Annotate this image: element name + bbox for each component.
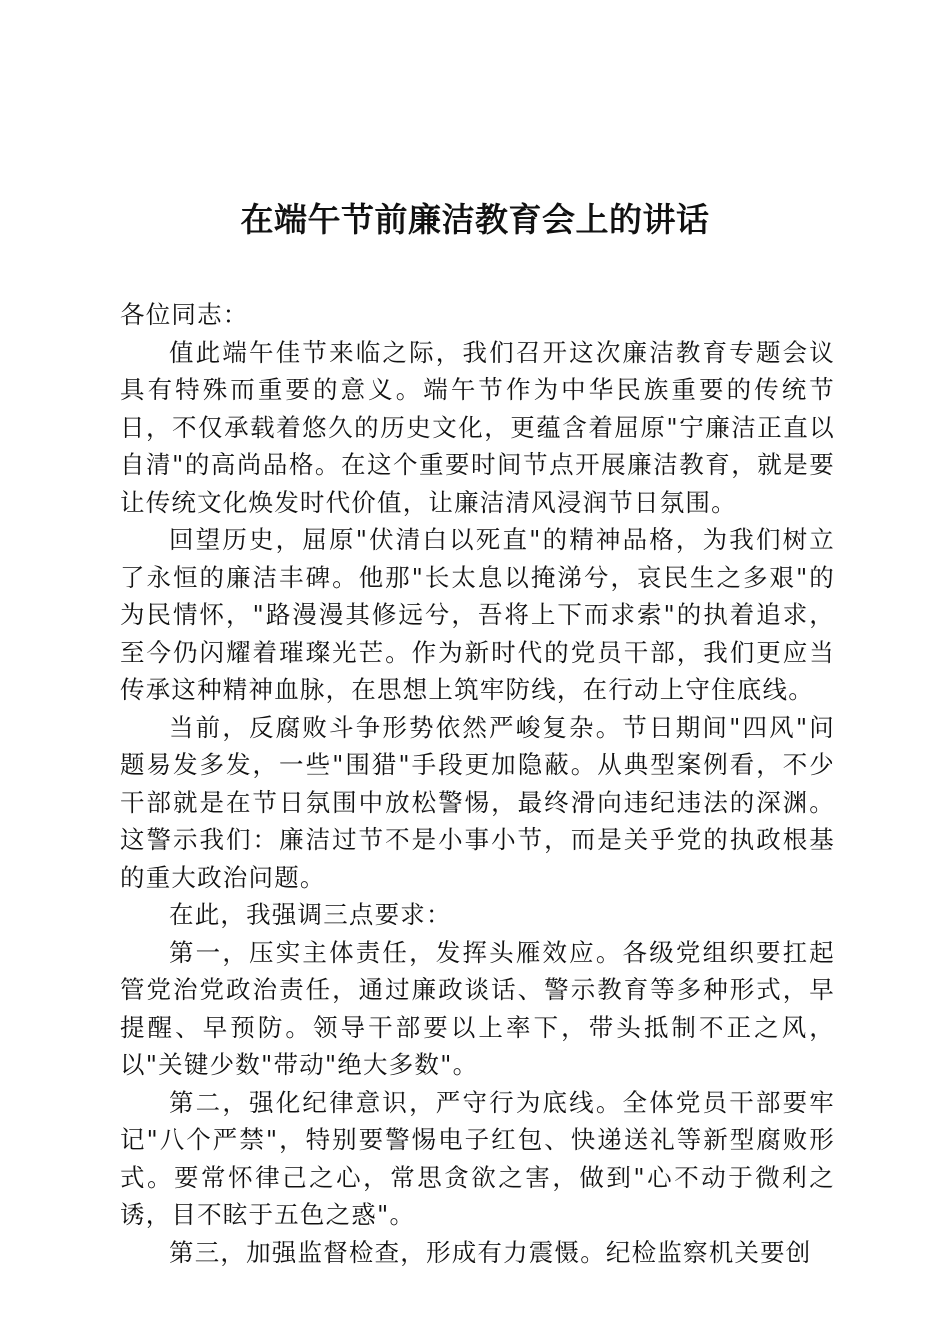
salutation: 各位同志：	[120, 300, 249, 329]
document-body	[120, 296, 835, 1271]
paragraph-6: 第二，强化纪律意识，严守行为底线。全体党员干部要牢记"八个严禁"，特别要警惕电子红包、快递送礼等新型腐败形式。要常怀律己之心，常思贪欲之害，做到"心不动于微利之诱，目不眩于五色之惑"。	[120, 1087, 835, 1229]
document-title: 在端午节前廉洁教育会上的讲话	[240, 200, 710, 239]
paragraph-7: 第三，加强监督检查，形成有力震慑。纪检监察机关要创	[169, 1237, 812, 1267]
paragraph-1: 值此端午佳节来临之际，我们召开这次廉洁教育专题会议具有特殊而重要的意义。端午节作为中华民族重要的传统节日，不仅承载着悠久的历史文化，更蕴含着屈原"宁廉洁正直以自清"的高尚品格。在这个重要时间节点开展廉洁教育，就是要让传统文化焕发时代价值，让廉洁清风浸润节日氛围。	[120, 337, 835, 517]
paragraph-4: 在此，我强调三点要求：	[169, 900, 452, 929]
paragraph-3: 当前，反腐败斗争形势依然严峻复杂。节日期间"四风"问题易发多发，一些"围猎"手段更加隐蔽。从典型案例看，不少干部就是在节日氛围中放松警惕，最终滑向违纪违法的深渊。这警示我们：廉洁过节不是小事小节，而是关乎党的执政根基的重大政治问题。	[120, 712, 835, 892]
paragraph-5: 第一，压实主体责任，发挥头雁效应。各级党组织要扛起管党治党政治责任，通过廉政谈话、警示教育等多种形式，早提醒、早预防。领导干部要以上率下，带头抵制不正之风，以"关键少数"带动"绝大多数"。	[120, 937, 835, 1079]
paragraph-2: 回望历史，屈原"伏清白以死直"的精神品格，为我们树立了永恒的廉洁丰碑。他那"长太息以掩涕兮，哀民生之多艰"的为民情怀，"路漫漫其修远兮，吾将上下而求索"的执着追求，至今仍闪耀着璀璨光芒。作为新时代的党员干部，我们更应当传承这种精神血脉，在思想上筑牢防线，在行动上守住底线。	[120, 525, 835, 704]
